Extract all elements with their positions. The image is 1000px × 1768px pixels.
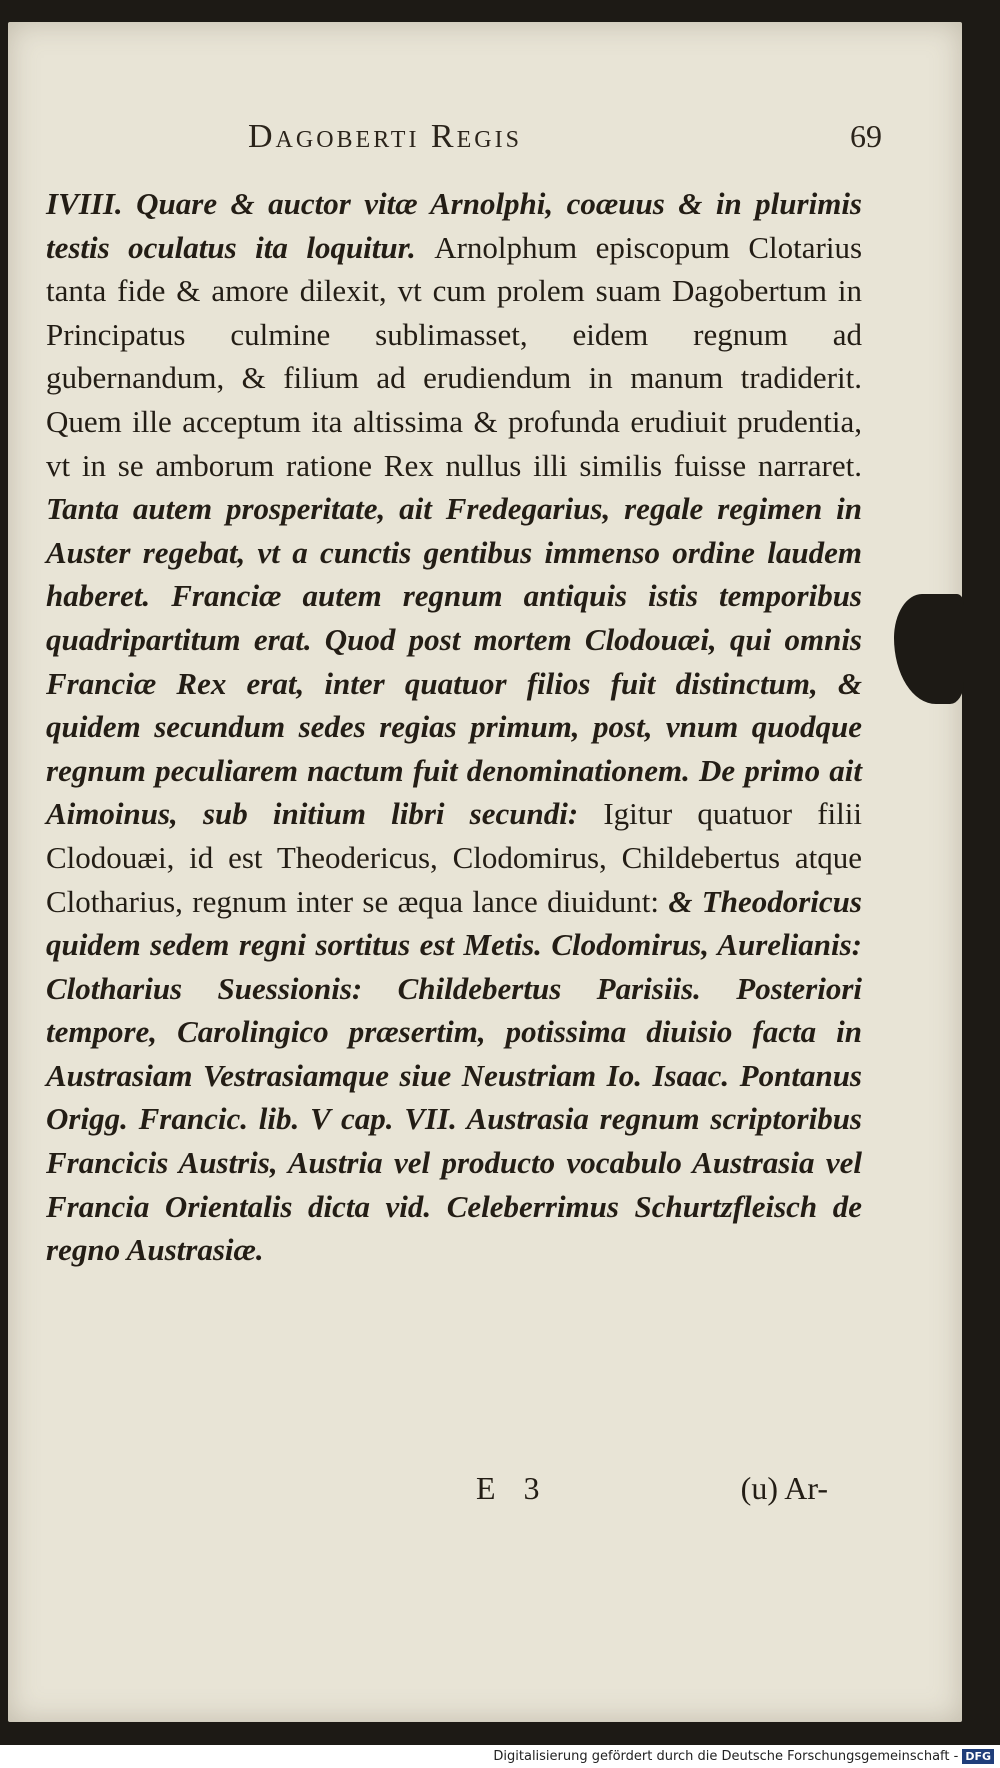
text-italic-3: & Theodoricus quidem sedem regni sortitus est Metis. Clodomirus, Aurelianis: Clotharius Suessionis: Childebertus Parisiis. Posteriori tempore, Carolingico præsertim, potissima diuisio facta in Austrasiam Vestrasiamque siue Neustriam Io. Isaac. Pontanus Origg. Francic. lib. V cap. VII. Austrasia regnum scriptoribus Francicis Austris, Austria vel producto vocabulo Austrasia vel Francia Orientalis dicta vid. Celeberrimus Schurtzfleisch de regno Austrasiæ. [46,883,862,1268]
running-head: Dagoberti Regis [248,118,522,155]
book-page [8,22,962,1722]
signature-mark: E 3 [476,1470,550,1506]
text-italic-2: Tanta autem prosperitate, ait Fredegarius, regale regimen in Auster regebat, vt a cunctis gentibus immenso ordine laudem haberet. Franciæ autem regnum antiquis istis temporibus quadripartitum erat. Quod post mortem Clodouæi, qui omnis Franciæ Rex erat, inter quatuor filios fuit distinctum, & quidem secundum sedes regias primum, post, vnum quodque regnum peculiarem nactum fuit denominationem. De primo ait Aimoinus, sub initium libri secundi: [46,491,862,832]
body-text [46,182,862,1272]
page-footer [48,1470,922,1520]
text-roman-2: Igitur quatuor filii Clodouæi, id est Theodericus, Clodomirus, Childebertus atque Clotharius, regnum inter se æqua lance diuidunt: [46,796,862,919]
dfg-logo-icon: DFG [962,1749,994,1764]
funding-notice-bar [0,1745,1000,1768]
page-header [48,118,922,178]
catchword: (u) Ar- [740,1470,828,1506]
funding-notice-text: Digitalisierung gefördert durch die Deutsche Forschungsgemeinschaft - [493,1749,959,1764]
text-italic-1: IVIII. Quare & auctor vitæ Arnolphi, coæuus & in plurimis testis oculatus ita loquitur. [46,186,862,265]
page-number: 69 [850,118,882,154]
text-roman-1: Arnolphum episcopum Clotarius tanta fide & amore dilexit, vt cum prolem suam Dagobertum in Principatus culmine sublimasset, eidem regnum ad gubernandum, & filium ad erudiendum in manum tradiderit. Quem ille acceptum ita altissima & profunda erudiuit prudentia, vt in se amborum ratione Rex nullus illi similis fuisse narraret. [46,229,863,483]
